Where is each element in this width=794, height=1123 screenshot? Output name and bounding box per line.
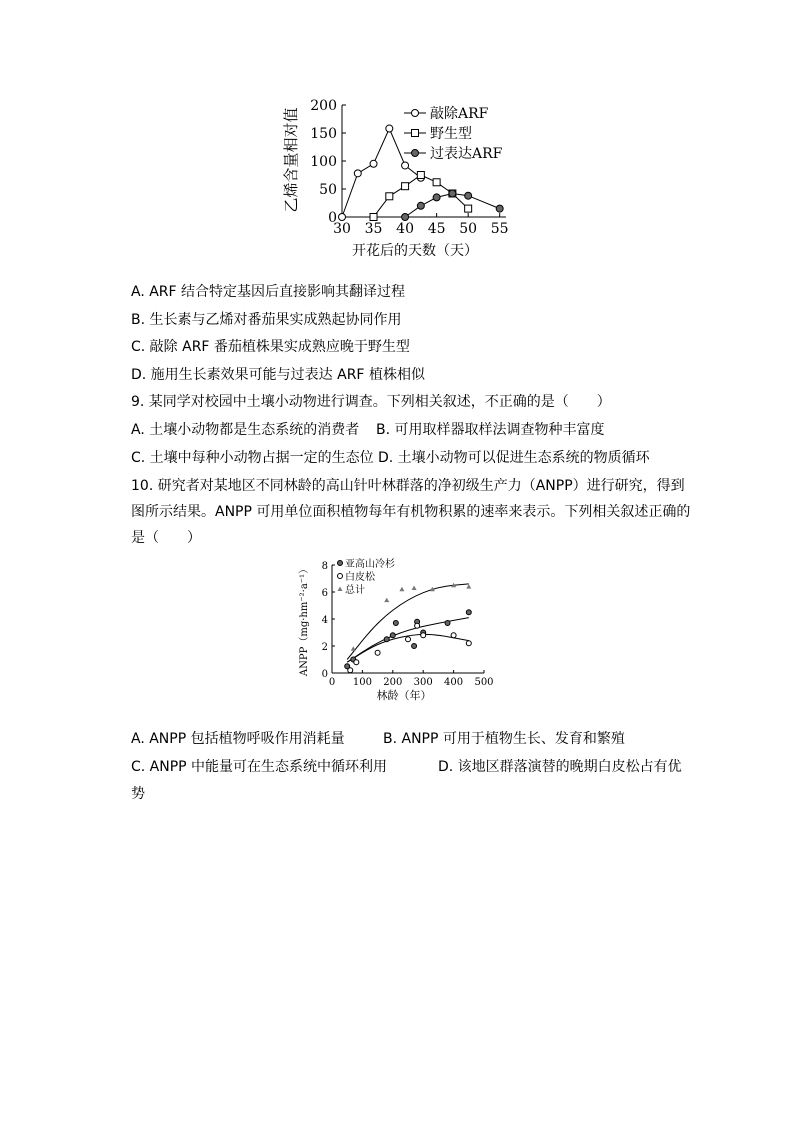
x-tick-label: 200 (383, 677, 403, 688)
legend-marker (338, 574, 343, 579)
data-point (375, 650, 380, 655)
legend-marker (412, 110, 419, 117)
chart1-xlabel: 开花后的天数（天） (352, 243, 478, 259)
data-point (384, 598, 389, 603)
x-tick-label: 40 (396, 221, 414, 237)
data-point (351, 646, 356, 651)
data-point (417, 202, 424, 209)
anpp-chart (294, 557, 504, 705)
q10-option-c: C. ANPP 中能量可在生态系统中循环利用 (131, 759, 388, 775)
y-tick-label: 8 (321, 561, 328, 572)
x-tick-label: 35 (364, 221, 383, 237)
y-tick-label: 4 (321, 615, 328, 626)
q8-option-a: A. ARF 结合特定基因后直接影响其翻译过程 (131, 284, 406, 300)
chart2-ylabel: ANPP（mg·hm⁻²·a⁻¹） (299, 563, 310, 677)
anpp-chart-points (345, 583, 472, 673)
x-tick-label: 100 (352, 677, 372, 688)
y-tick-label: 200 (310, 98, 337, 114)
q10-stem-line1: 10. 研究者对某地区不同林龄的高山针叶林群落的净初级生产力（ANPP）进行研究，得到 (131, 478, 685, 494)
q10-stem-line2: 图所示结果。ANPP 可用单位面积植物每年有机物积累的速率来表示。下列相关叙述正确的 (131, 504, 691, 520)
data-point (496, 205, 503, 212)
data-point (465, 192, 472, 199)
data-point (384, 637, 389, 642)
q9-option-a: A. 土壤小动物都是生态系统的消费者 (131, 422, 360, 438)
data-point (370, 214, 377, 221)
data-point (445, 621, 450, 626)
y-tick-label: 6 (321, 588, 328, 599)
q8-option-d: D. 施用生长素效果可能与过表达 ARF 植株相似 (131, 367, 425, 383)
y-tick-label: 100 (310, 154, 337, 170)
ethylene-chart-legend (404, 105, 503, 162)
data-point (386, 193, 393, 200)
trend-line (347, 584, 469, 660)
q10-option-b: B. ANPP 可用于植物生长、发育和繁殖 (383, 731, 625, 747)
chart2-xlabel: 林龄（年） (376, 689, 432, 702)
y-tick-label: 2 (321, 642, 328, 653)
data-point (421, 633, 426, 638)
x-tick-label: 50 (459, 221, 478, 237)
legend-label: 敲除ARF (430, 106, 489, 122)
data-point (354, 660, 359, 665)
legend-marker (412, 150, 419, 157)
data-point (348, 668, 353, 673)
data-point (412, 644, 417, 649)
data-point (386, 125, 393, 132)
data-point (417, 172, 424, 179)
ethylene-chart-markers (339, 125, 504, 220)
legend-label: 过表达ARF (430, 146, 503, 162)
legend-label: 亚高山冷杉 (345, 559, 395, 570)
data-point (402, 162, 409, 169)
data-point (465, 205, 472, 212)
data-point (415, 623, 420, 628)
legend-label: 总计 (345, 585, 365, 596)
q10-option-a: A. ANPP 包括植物呼吸作用消耗量 (131, 731, 345, 747)
data-point (449, 190, 456, 197)
data-point (406, 637, 411, 642)
data-point (412, 585, 417, 590)
data-point (339, 214, 346, 221)
data-point (390, 633, 395, 638)
y-tick-label: 50 (319, 182, 337, 198)
data-point (402, 183, 409, 190)
q9-stem: 9. 某同学对校园中土壤小动物进行调查。下列相关叙述，不正确的是（ ） (131, 394, 611, 410)
data-point (466, 610, 471, 615)
x-tick-label: 300 (413, 677, 433, 688)
data-point (370, 160, 377, 167)
q9-option-d: D. 土壤小动物可以促进生态系统的物质循环 (378, 450, 650, 466)
data-point (451, 633, 456, 638)
x-tick-label: 500 (474, 677, 494, 688)
data-point (354, 170, 361, 177)
y-tick-label: 0 (328, 210, 337, 226)
data-point (433, 194, 440, 201)
data-point (399, 587, 404, 592)
data-point (466, 584, 471, 589)
q10-stem-line3: 是（ ） (131, 530, 201, 546)
q9-option-b: B. 可用取样器取样法调查物种丰富度 (376, 422, 605, 438)
legend-marker (412, 130, 419, 137)
legend-label: 白皮松 (345, 572, 375, 583)
legend-marker (338, 561, 343, 566)
ethylene-chart (280, 95, 520, 260)
x-tick-label: 400 (444, 677, 464, 688)
q8-option-b: B. 生长素与乙烯对番茄果实成熟起协同作用 (131, 312, 402, 328)
anpp-chart-trendlines (347, 584, 469, 662)
q10-option-d-continued: 势 (131, 786, 145, 802)
anpp-chart-legend (338, 557, 396, 596)
chart1-ylabel: 乙烯含量相对值 (282, 107, 300, 213)
y-tick-label: 0 (321, 669, 328, 680)
data-point (466, 641, 471, 646)
x-tick-label: 55 (490, 221, 509, 237)
x-tick-label: 45 (427, 221, 446, 237)
q9-option-c: C. 土壤中每种小动物占据一定的生态位 (131, 450, 374, 466)
x-tick-label: 0 (328, 677, 336, 688)
q8-option-c: C. 敲除 ARF 番茄植株果实成熟应晚于野生型 (131, 339, 410, 355)
q10-option-d: D. 该地区群落演替的晚期白皮松占有优 (438, 759, 682, 775)
legend-label: 野生型 (430, 126, 472, 142)
data-point (433, 179, 440, 186)
x-tick-label: 30 (333, 221, 351, 237)
data-point (402, 214, 409, 221)
y-tick-label: 150 (310, 126, 337, 142)
legend-marker (338, 587, 343, 592)
data-point (393, 621, 398, 626)
